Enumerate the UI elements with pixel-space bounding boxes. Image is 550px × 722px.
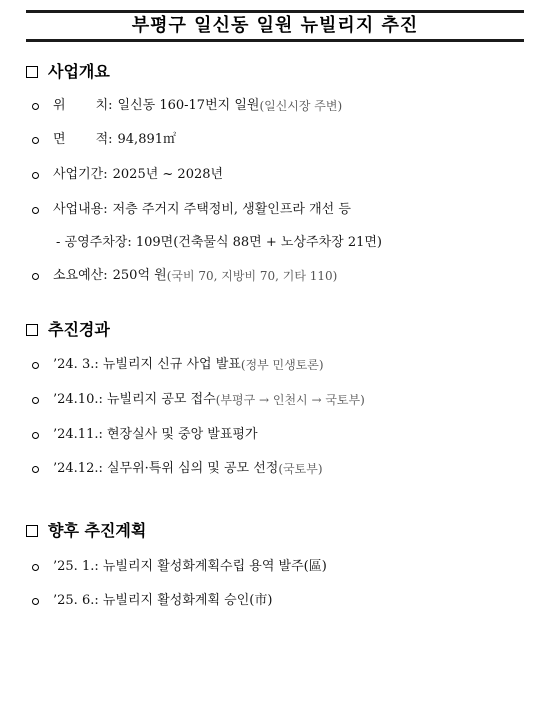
section-heading-progress [26, 320, 110, 340]
value-area: 94,891㎡ [117, 132, 177, 147]
circle-bullet-icon [32, 207, 39, 214]
progress-text: ’24.11.: 현장실사 및 중앙 발표평가 [53, 427, 258, 442]
progress-note: (부평구 → 인천시 → 국토부) [215, 393, 365, 407]
circle-bullet-icon [32, 103, 39, 110]
section-heading-label: 향후 추진계획 [48, 521, 147, 540]
note-budget: (국비 70, 지방비 70, 기타 110) [166, 269, 338, 283]
circle-bullet-icon [32, 598, 39, 605]
label-period: 사업기간: [53, 167, 108, 182]
label-budget: 소요예산: [53, 268, 108, 283]
circle-bullet-icon [32, 397, 39, 404]
circle-bullet-icon [32, 172, 39, 179]
plan-text: ’25. 6.: 뉴빌리지 활성화계획 승인 [53, 593, 250, 608]
list-item-plan [32, 592, 272, 610]
label-area-b: 적 [95, 132, 109, 147]
list-item-progress [32, 426, 258, 444]
circle-bullet-icon [32, 564, 39, 571]
checkbox-square-icon [26, 324, 38, 336]
label-content: 사업내용: [53, 202, 108, 217]
list-item-location [32, 97, 342, 115]
list-item-budget [32, 267, 337, 285]
section-heading-label: 추진경과 [48, 320, 110, 339]
label-location-b: 치 [95, 98, 109, 113]
circle-bullet-icon [32, 137, 39, 144]
page-title: 부평구 일신동 일원 뉴빌리지 추진 [26, 10, 524, 42]
plan-note: (區) [303, 559, 327, 574]
circle-bullet-icon [32, 432, 39, 439]
list-item-period [32, 166, 223, 184]
circle-bullet-icon [32, 466, 39, 473]
value-budget: 250억 원 [112, 268, 167, 283]
value-period: 2025년 ~ 2028년 [112, 167, 224, 182]
progress-note: (국토부) [278, 462, 323, 476]
value-location: 일신동 160-17번지 일원 [117, 98, 260, 113]
plan-text: ’25. 1.: 뉴빌리지 활성화계획수립 용역 발주 [53, 559, 304, 574]
label-area-a: 면 [53, 132, 66, 147]
progress-text: ’24.10.: 뉴빌리지 공모 접수 [53, 392, 216, 407]
list-item-area [32, 131, 176, 149]
checkbox-square-icon [26, 66, 38, 78]
circle-bullet-icon [32, 273, 39, 280]
list-item-plan [32, 558, 327, 576]
list-item-progress [32, 460, 323, 478]
progress-text: ’24. 3.: 뉴빌리지 신규 사업 발표 [53, 357, 241, 372]
list-item-progress [32, 391, 365, 409]
list-item-content [32, 201, 351, 219]
plan-note: (市) [249, 593, 273, 608]
section-heading-label: 사업개요 [48, 62, 110, 81]
label-colon: : [108, 132, 113, 147]
progress-note: (정부 민생토론) [240, 358, 324, 372]
section-heading-plan [26, 521, 146, 541]
section-heading-overview [26, 62, 110, 82]
label-location-a: 위 [53, 98, 66, 113]
sub-item-parking: - 공영주차장: 109면(건축물식 88면 + 노상주차장 21면) [56, 235, 382, 250]
circle-bullet-icon [32, 362, 39, 369]
note-location: (일신시장 주변) [259, 99, 343, 113]
progress-text: ’24.12.: 실무위·특위 심의 및 공모 선정 [53, 461, 279, 476]
label-colon: : [108, 98, 113, 113]
value-content: 저층 주거지 주택정비, 생활인프라 개선 등 [112, 202, 351, 217]
list-item-progress [32, 356, 324, 374]
checkbox-square-icon [26, 525, 38, 537]
